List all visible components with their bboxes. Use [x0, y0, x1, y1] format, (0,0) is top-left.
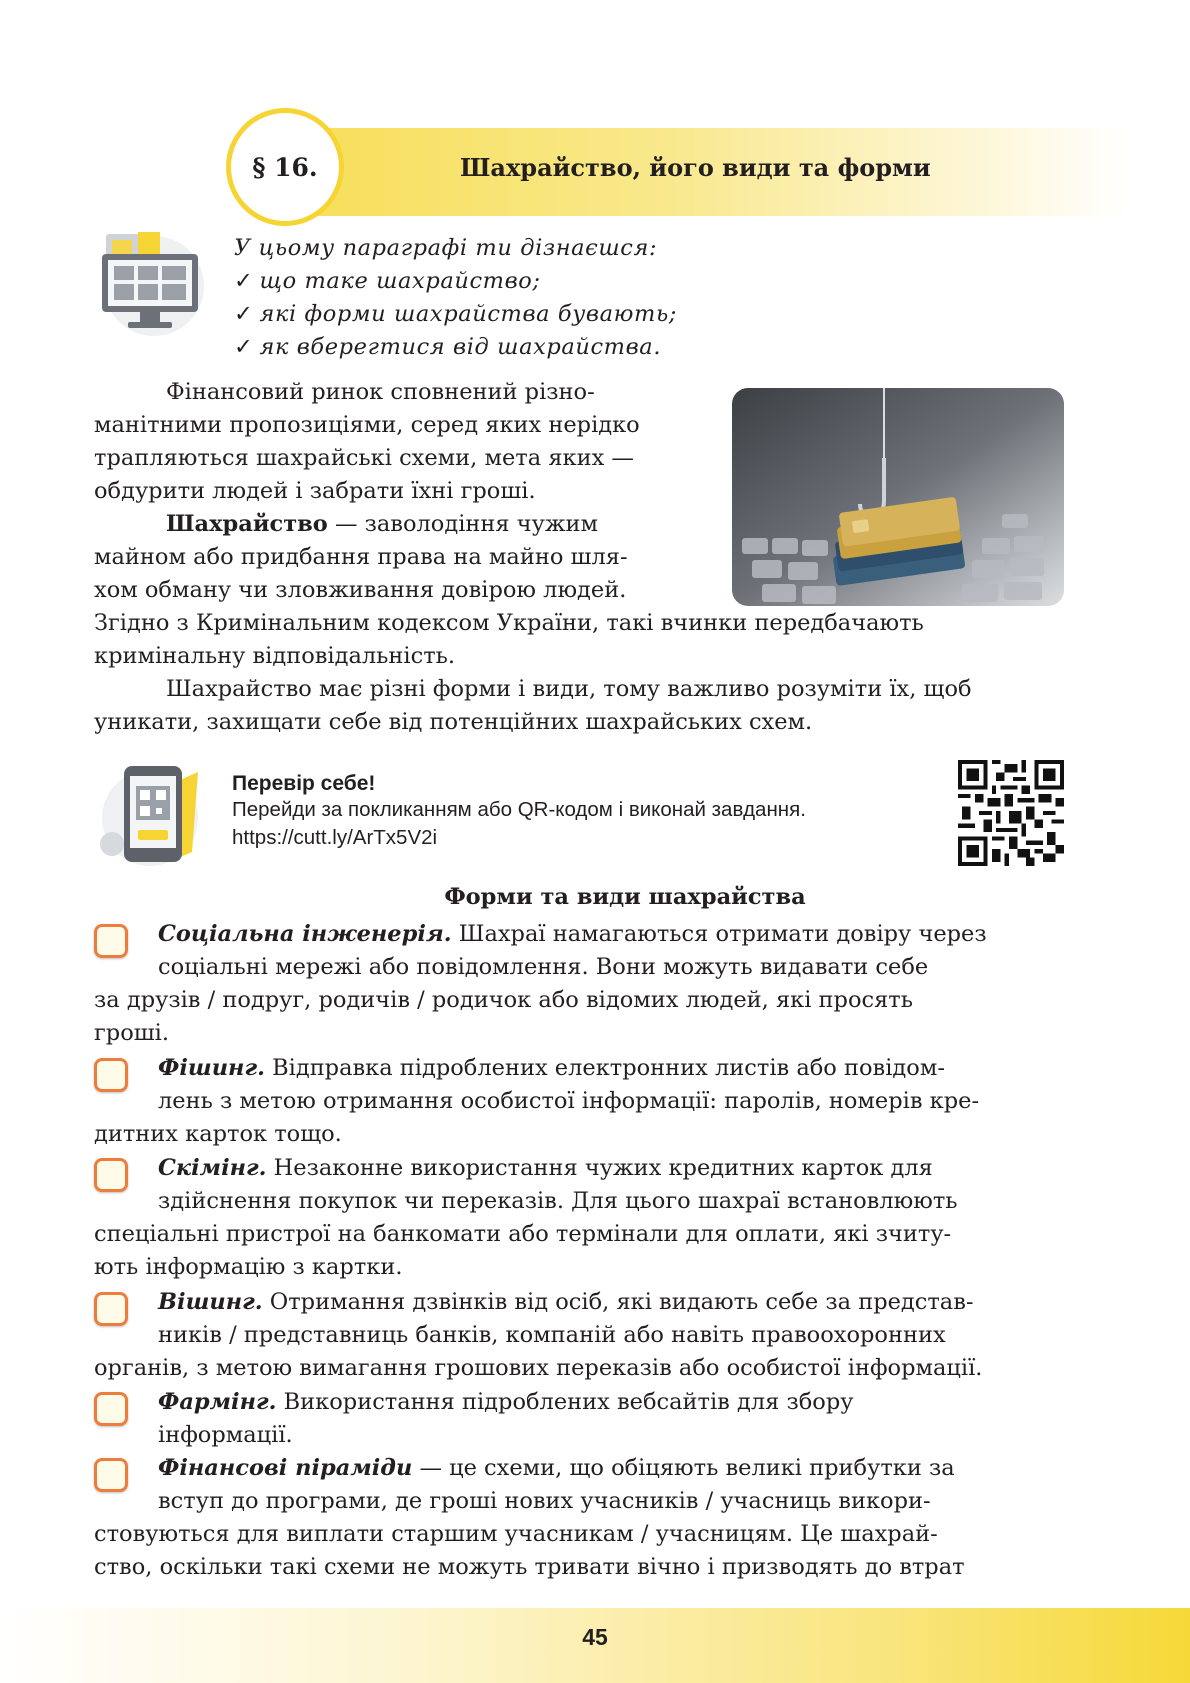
form-item-line: здійснення покупок чи переказів. Для цього шахраї встановлюють — [158, 1188, 958, 1214]
fraud-definition-line: Шахрайство — заволодіння чужим — [166, 511, 599, 537]
form-item-line: гроші. — [94, 1020, 170, 1046]
form-item-line: ство, оскільки такі схеми не можуть тривати вічно і призводять до втрат — [94, 1554, 965, 1580]
checkbox-icon — [94, 1458, 128, 1492]
checkbox-icon — [94, 1058, 128, 1092]
form-item-first-line: Скімінг. Незаконне використання чужих кредитних карток для — [158, 1155, 933, 1181]
intro-paragraph-1-line: манітними пропозиціями, серед яких нерідко — [94, 412, 640, 438]
form-item-line: вступ до програми, де гроші нових учасників / учасниць викори- — [158, 1488, 931, 1514]
check-yourself-title: Перевір себе! — [232, 772, 376, 795]
form-item-line: соціальні мережі або повідомлення. Вони можуть видавати себе — [158, 954, 929, 980]
fraud-definition-line: кримінальну відповідальність. — [94, 643, 456, 669]
form-item-line: ників / представниць банків, компаній або навіть правоохоронних — [158, 1322, 946, 1348]
form-term: Скімінг. — [158, 1155, 267, 1181]
phone-qr-icon — [94, 760, 206, 868]
form-item-line: спеціальні пристрої на банкомати або термінали для оплати, які зчиту- — [94, 1221, 952, 1247]
section-heading: Форми та види шахрайства — [444, 884, 806, 910]
fraud-term: Шахрайство — [166, 511, 328, 537]
intro-paragraph-1-line: Фінансовий ринок сповнений різно- — [166, 379, 595, 405]
checkbox-icon — [94, 1392, 128, 1426]
phishing-hook-credit-cards-photo — [732, 388, 1064, 606]
form-item-first-line: Соціальна інженерія. Шахраї намагаються отримати довіру через — [158, 921, 987, 947]
form-item-line: дитних карток тощо. — [94, 1121, 342, 1147]
form-item-line: лень з метою отримання особистої інформації: паролів, номерів кре- — [158, 1088, 980, 1114]
objectives-intro: У цьому параграфі ти дізнаєшся: — [234, 235, 658, 261]
form-term: Фінансові піраміди — [158, 1455, 413, 1481]
form-item-first-line: Фінансові піраміди — це схеми, що обіцяють великі прибутки за — [158, 1455, 955, 1481]
checkmark-icon: ✓ — [234, 301, 254, 327]
check-yourself-instruction: Перейди за покликанням або QR-кодом і виконай завдання. — [232, 798, 806, 821]
monitor-icon — [94, 230, 208, 338]
objective-item: ✓ які форми шахрайства бувають; — [234, 301, 677, 327]
form-item-line: за друзів / подруг, родичів / родичок або відомих людей, які просять — [94, 987, 913, 1013]
form-item-line: ють інформацію з картки. — [94, 1254, 403, 1280]
form-item-line: інформації. — [158, 1422, 293, 1448]
objective-item: ✓ що таке шахрайство; — [234, 268, 541, 294]
form-term: Вішинг. — [158, 1289, 263, 1315]
checkmark-icon: ✓ — [234, 268, 254, 294]
checkbox-icon — [94, 1292, 128, 1326]
form-item-line: органів, з метою вимагання грошових переказів або особистої інформації. — [94, 1355, 983, 1381]
qr-code[interactable] — [958, 760, 1064, 866]
page-number: 45 — [582, 1624, 608, 1650]
page-title: Шахрайство, його види та форми — [460, 153, 931, 182]
form-term: Соціальна інженерія. — [158, 921, 452, 947]
intro-paragraph-1-line: обдурити людей і забрати їхні гроші. — [94, 478, 536, 504]
objectives-list — [234, 232, 677, 364]
intro-paragraph-3-line: уникати, захищати себе від потенційних шахрайських схем. — [94, 709, 813, 735]
form-term: Фармінг. — [158, 1389, 277, 1415]
fraud-definition-line: Згідно з Кримінальним кодексом України, такі вчинки передбачають — [94, 610, 924, 636]
fraud-definition-line: хом обману чи зловживання довірою людей. — [94, 577, 627, 603]
form-item-first-line: Фармінг. Використання підроблених вебсайтів для збору — [158, 1389, 854, 1415]
form-term: Фішинг. — [158, 1055, 265, 1081]
checkbox-icon — [94, 1158, 128, 1192]
fraud-definition-line: майном або придбання права на майно шля- — [94, 544, 628, 570]
checkbox-icon — [94, 924, 128, 958]
objective-item: ✓ як вберегтися від шахрайства. — [234, 334, 662, 360]
form-item-first-line: Фішинг. Відправка підроблених електронних листів або повідом- — [158, 1055, 945, 1081]
checkmark-icon: ✓ — [234, 334, 254, 360]
section-number: § 16. — [226, 108, 344, 226]
form-item-first-line: Вішинг. Отримання дзвінків від осіб, які видають себе за представ- — [158, 1289, 974, 1315]
form-item-line: стовуються для виплати старшим учасникам / учасницям. Це шахрай- — [94, 1521, 938, 1547]
intro-paragraph-3-line: Шахрайство має різні форми і види, тому важливо розуміти їх, щоб — [166, 676, 972, 702]
intro-paragraph-1-line: трапляються шахрайські схеми, мета яких — — [94, 445, 634, 471]
check-yourself-link[interactable]: https://cutt.ly/ArTx5V2i — [232, 826, 438, 849]
